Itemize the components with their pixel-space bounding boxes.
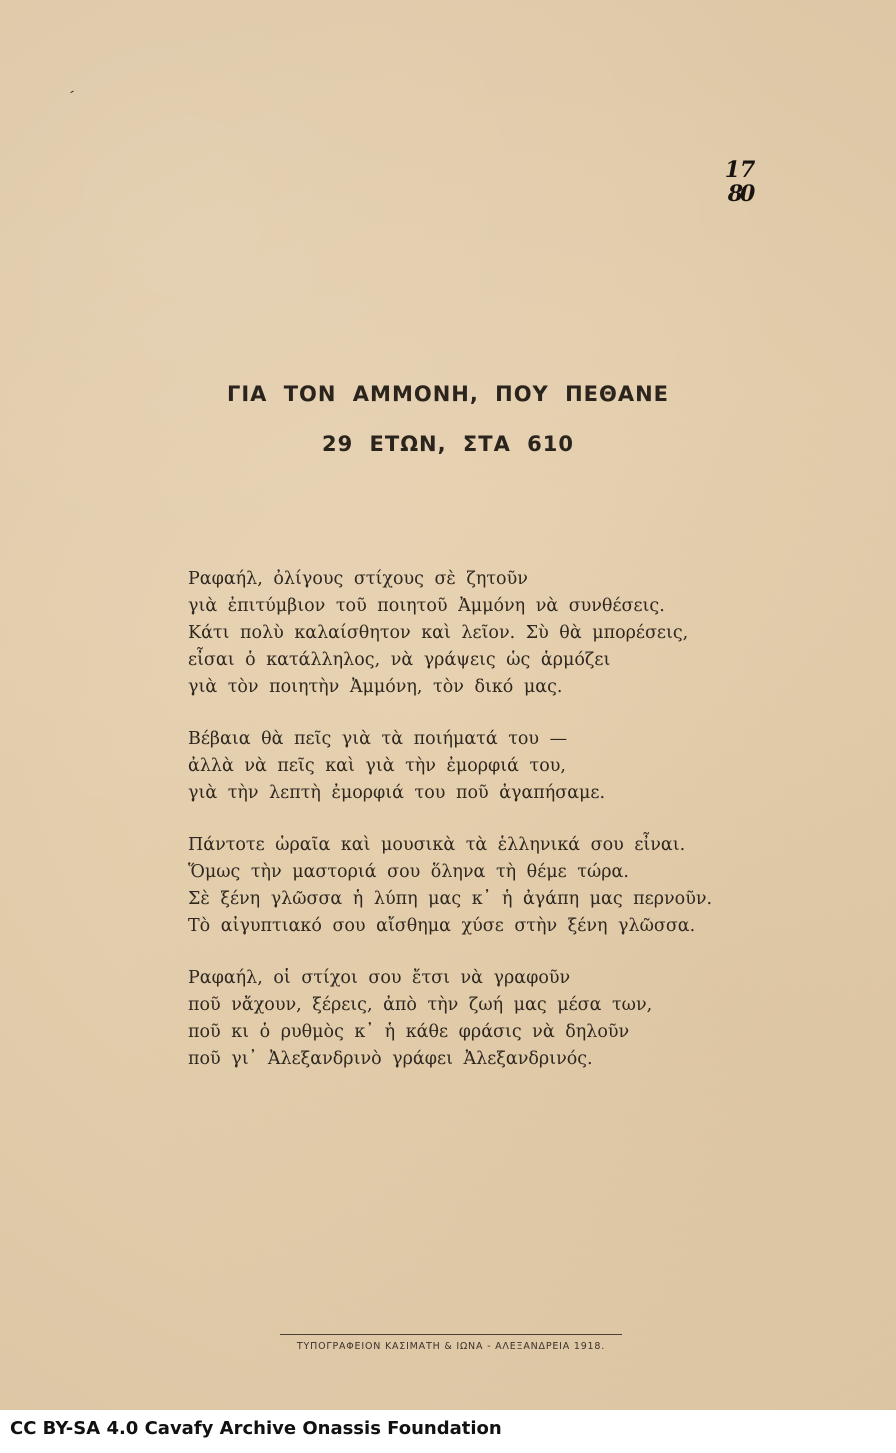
printer-imprint: ΤΥΠΟΓΡΑΦΕΙΟΝ ΚΑΣΙΜΑΤΗ & ΙΩΝΑ - ΑΛΕΞΑΝΔΡΕΙΑ 1918. xyxy=(296,1341,606,1352)
stanza-3 xyxy=(188,832,788,940)
verse-line: Σὲ ξένη γλῶσσα ἡ λύπη μας κ᾽ ἡ ἀγάπη μας περνοῦν. xyxy=(188,889,713,909)
stanza-1 xyxy=(188,566,788,701)
imprint-rule xyxy=(280,1334,622,1335)
poem-title-line-2: 29 ΕΤΩΝ, ΣΤΑ 610 xyxy=(322,432,574,456)
license-credit: CC BY-SA 4.0 Cavafy Archive Onassis Foundation xyxy=(10,1418,502,1439)
verse-line: ποῦ κι ὁ ρυθμὸς κ᾽ ἡ κάθε φράσις νὰ δηλοῦν xyxy=(188,1022,630,1042)
verse-line: Βέβαια θὰ πεῖς γιὰ τὰ ποιήματά του — xyxy=(188,729,568,749)
verse-line: Τὸ αἰγυπτιακό σου αἴσθημα χύσε στὴν ξένη γλῶσσα. xyxy=(188,916,696,936)
verse-line: γιὰ τὸν ποιητὴν Ἀμμόνη, τὸν δικό μας. xyxy=(188,677,563,697)
stanza-2 xyxy=(188,726,788,807)
poem-title-line-1: ΓΙΑ ΤΟΝ ΑΜΜΟΝΗ, ΠΟΥ ΠΕΘΑΝΕ xyxy=(226,382,670,406)
verse-line: εἶσαι ὁ κατάλληλος, νὰ γράψεις ὡς ἁρμόζει xyxy=(188,650,611,670)
verse-line: γιὰ τὴν λεπτὴ ἐμορφιά του ποῦ ἀγαπήσαμε. xyxy=(188,783,606,803)
page-number-bottom: 80 xyxy=(727,181,753,207)
handwritten-mark: ˏ xyxy=(67,77,80,95)
verse-line: Πάντοτε ὡραῖα καὶ μουσικὰ τὰ ἑλληνικά σου εἶναι. xyxy=(188,835,686,855)
verse-line: Ραφαήλ, οἱ στίχοι σου ἔτσι νὰ γραφοῦν xyxy=(188,968,571,988)
verse-line: Ραφαήλ, ὀλίγους στίχους σὲ ζητοῦν xyxy=(188,569,528,589)
verse-line: Ὅμως τὴν μαστοριά σου ὅληνα τὴ θέμε τώρα. xyxy=(188,862,629,882)
handwritten-page-number xyxy=(724,158,756,206)
verse-line: ἀλλὰ νὰ πεῖς καὶ γιὰ τὴν ἐμορφιά του, xyxy=(188,756,566,776)
verse-line: ποῦ γι᾽ Ἀλεξανδρινὸ γράφει Ἀλεξανδρινός. xyxy=(188,1049,593,1069)
page-number-top: 17 xyxy=(724,157,756,183)
stanza-4 xyxy=(188,965,788,1073)
verse-line: ποῦ νἄχουν, ξέρεις, ἀπὸ τὴν ζωή μας μέσα των, xyxy=(188,995,653,1015)
verse-line: γιὰ ἐπιτύμβιον τοῦ ποιητοῦ Ἀμμόνη νὰ συνθέσεις. xyxy=(188,596,665,616)
verse-line: Κάτι πολὺ καλαίσθητον καὶ λεῖον. Σὺ θὰ μπορέσεις, xyxy=(188,623,689,643)
poem-body xyxy=(188,566,788,1073)
